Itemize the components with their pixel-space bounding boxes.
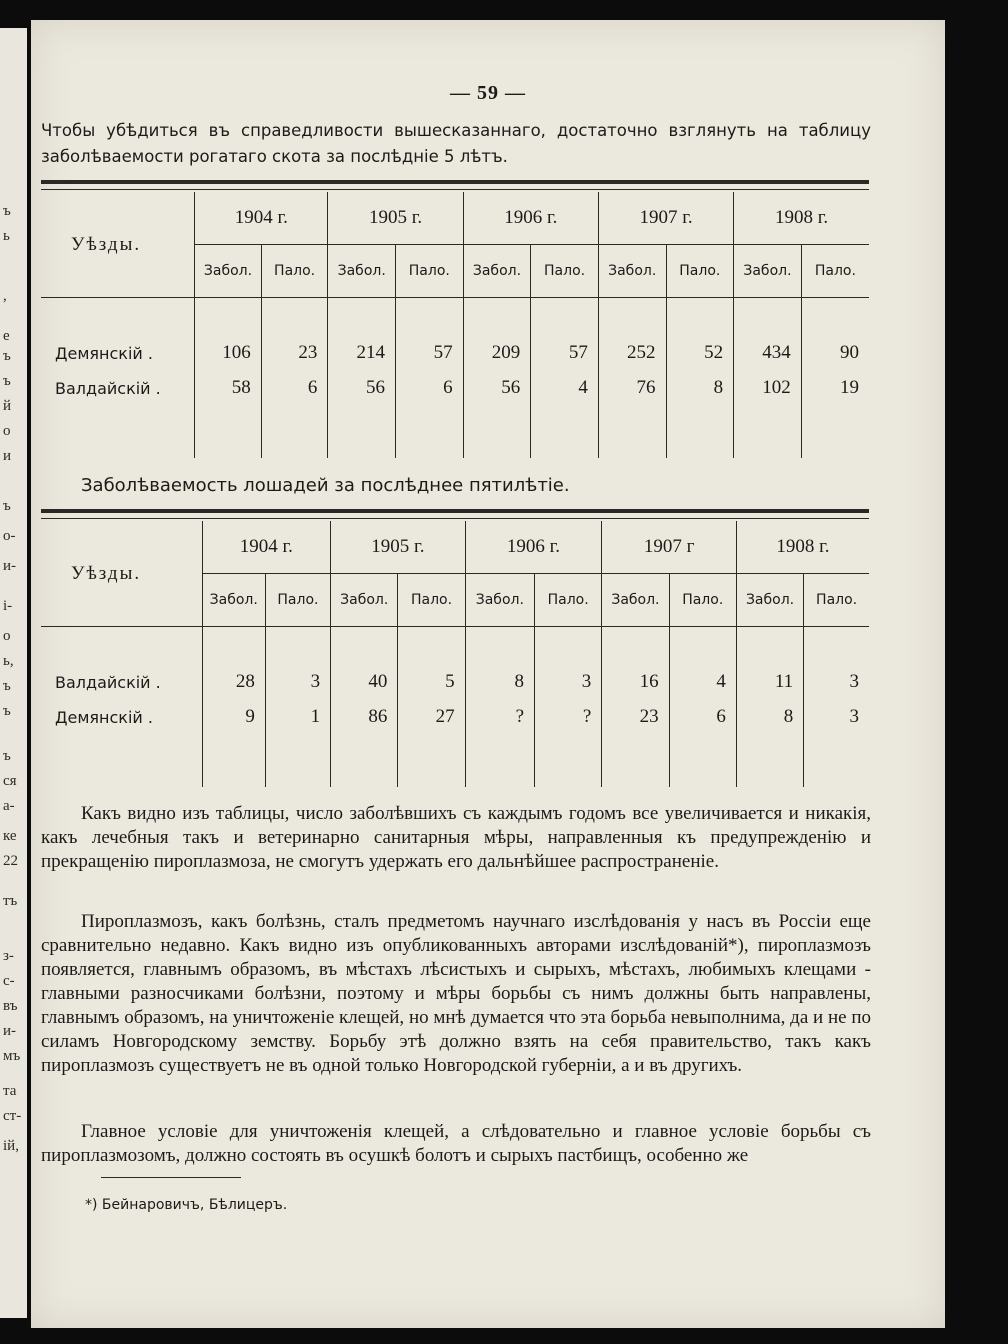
table-cell: 6 [396,368,464,408]
table-cell: 1 [265,697,330,737]
table-cell: 214 [328,298,396,369]
table-cell: 4 [669,627,736,698]
table-cell: 252 [598,298,666,369]
margin-fragment: та [3,1083,17,1099]
margin-fragment: ся [3,773,17,789]
sick-header: Забол. [734,245,802,298]
table-cell: 57 [531,298,599,369]
sick-header: Забол. [463,245,531,298]
year-header: 1906 г. [463,192,598,245]
table-cell: 11 [736,627,803,698]
table-top-rule [41,509,869,513]
margin-fragment: ь, [3,653,14,669]
sick-header: Забол. [202,574,265,627]
paragraph-conclusion: Какъ видно изъ таблицы, число заболѣвшихъ съ каждымъ годомъ все увеличивается и никакія, какъ лечебныя такъ и ветеринарно санитарныя мѣры, направленныя къ предупрежденію и прекращенію пироплазмоза, не смогутъ удержать его дальнѣйшее распространеніе. [41,803,871,872]
margin-fragment: ій, [3,1138,19,1154]
sick-header: Забол. [598,245,666,298]
margin-fragment: і- [3,598,13,614]
margin-fragment: й [3,398,12,414]
margin-fragment: с- [3,973,15,989]
table-cell: 9 [202,697,265,737]
margin-fragment: о- [3,528,16,544]
margin-fragment: ъ [3,703,11,719]
adjacent-page-strip [0,28,27,1318]
table-row [41,697,869,737]
margin-fragment: и- [3,558,17,574]
margin-fragment: ь [3,228,10,244]
table-top-rule [41,180,869,184]
died-header: Пало. [801,245,869,298]
uezd-name: Валдайскій . [55,378,161,398]
table-cell: 23 [261,298,328,369]
died-header: Пало. [669,574,736,627]
uezd-name: Демянскій . [55,707,153,727]
margin-fragment: ъ [3,498,11,514]
table-cell: 6 [669,697,736,737]
sick-header: Забол. [465,574,534,627]
year-header: 1906 г. [465,521,602,574]
died-header: Пало. [398,574,465,627]
page-number: — 59 — [450,82,526,104]
table-cell: 3 [535,627,602,698]
table-cell: 56 [328,368,396,408]
margin-fragment: з- [3,948,14,964]
table-cell: 56 [463,368,531,408]
table-cell: 3 [804,697,869,737]
margin-fragment: тъ [3,893,18,909]
margin-fragment: ъ [3,348,11,364]
document-page [31,20,945,1328]
table-row [41,298,869,369]
table-cell: 209 [463,298,531,369]
sick-header: Забол. [195,245,262,298]
margin-fragment: въ [3,998,18,1014]
table-cell: 3 [265,627,330,698]
margin-fragment: и [3,448,12,464]
table-cell: 52 [666,298,734,369]
year-header: 1905 г. [331,521,466,574]
year-header: 1907 г. [598,192,733,245]
table-cell: 102 [734,368,802,408]
year-header: 1904 г. [195,192,328,245]
sick-header: Забол. [736,574,803,627]
uezd-header: Уѣзды. [41,192,195,298]
margin-fragment: и- [3,1023,17,1039]
cattle-morbidity-table [41,192,869,458]
table-top-rule-thin [41,189,869,190]
table-cell: 23 [602,697,669,737]
margin-fragment: ъ [3,203,11,219]
table-cell: 28 [202,627,265,698]
table-cell: 40 [331,627,398,698]
table-cell: 8 [465,627,534,698]
died-header: Пало. [804,574,869,627]
table-cell: 3 [804,627,869,698]
footnote: *) Бейнаровичъ, Бѣлицеръ. [85,1197,288,1213]
table-cell: 8 [736,697,803,737]
table-cell: 106 [195,298,262,369]
year-header: 1904 г. [202,521,330,574]
margin-fragment: а- [3,798,15,814]
margin-fragment: мъ [3,1048,21,1064]
year-header: 1908 г. [734,192,869,245]
year-header: 1907 г [602,521,737,574]
table-row [41,368,869,408]
table-cell: 4 [531,368,599,408]
died-header: Пало. [265,574,330,627]
margin-fragment: о [3,423,11,439]
margin-fragment: ъ [3,373,11,389]
died-header: Пало. [261,245,328,298]
died-header: Пало. [396,245,464,298]
table-cell: 434 [734,298,802,369]
table-cell: ? [465,697,534,737]
year-header: 1905 г. [328,192,463,245]
table-cell: ? [535,697,602,737]
margin-fragment: е [3,328,10,344]
margin-fragment: 22 [3,853,18,869]
table-cell: 86 [331,697,398,737]
uezd-name: Демянскій . [55,343,153,363]
margin-fragment: , [3,288,7,304]
table-cell: 8 [666,368,734,408]
table-cell: 19 [801,368,869,408]
table-cell: 90 [801,298,869,369]
died-header: Пало. [666,245,734,298]
table-cell: 57 [396,298,464,369]
table-top-rule-thin [41,518,869,519]
table-cell: 5 [398,627,465,698]
sick-header: Забол. [328,245,396,298]
uezd-name: Валдайскій . [55,672,161,692]
table-cell: 27 [398,697,465,737]
margin-fragment: о [3,628,11,644]
paragraph-main-condition: Главное условіе для уничтоженія клещей, а слѣдовательно и главное условіе борьбы съ пироплазмозомъ, должно состоять въ осушкѣ болотъ и сырыхъ пастбищъ, особенно же [41,1121,871,1166]
margin-fragment: ке [3,828,17,844]
table-cell: 6 [261,368,328,408]
margin-fragment: ст- [3,1108,22,1124]
footnote-rule [101,1177,241,1178]
died-header: Пало. [531,245,599,298]
horses-table-title: Заболѣваемость лошадей за послѣднее пятилѣтіе. [81,475,570,496]
horse-morbidity-table [41,521,869,787]
sick-header: Забол. [331,574,398,627]
sick-header: Забол. [602,574,669,627]
table-cell: 16 [602,627,669,698]
year-header: 1908 г. [736,521,869,574]
table-row [41,627,869,698]
table-cell: 76 [598,368,666,408]
uezd-header: Уѣзды. [41,521,202,627]
table-cell: 58 [195,368,262,408]
margin-fragment: ъ [3,748,11,764]
paragraph-piroplasmosis: Пироплазмозъ, какъ болѣзнь, сталъ предметомъ научнаго изслѣдованія у насъ въ Россіи еще сравнительно недавно. Какъ видно изъ опубликованныхъ авторами изслѣдованій*), пироплазмозъ появляется, главнымъ образомъ, въ мѣстахъ лѣсистыхъ и сырыхъ, мѣстахъ, любимыхъ клещами - главными разносчиками болѣзни, поэтому и мѣры борьбы съ нимъ должны быть направлены, главнымъ образомъ, на уничтоженіе клещей, но мнѣ думается что эта борьба невыполнима, да и не по силамъ Новгородскому земству. Борьбу этѣ должно взять на себя правительство, такъ какъ пироплазмозъ существуетъ не въ одной только Новгородской губерніи, а и въ другихъ. [41,911,871,1076]
margin-fragment: ъ [3,678,11,694]
intro-paragraph: Чтобы убѣдиться въ справедливости вышесказаннаго, достаточно взглянуть на таблицу заболѣваемости рогатаго скота за послѣдніе 5 лѣтъ. [41,121,871,166]
died-header: Пало. [535,574,602,627]
